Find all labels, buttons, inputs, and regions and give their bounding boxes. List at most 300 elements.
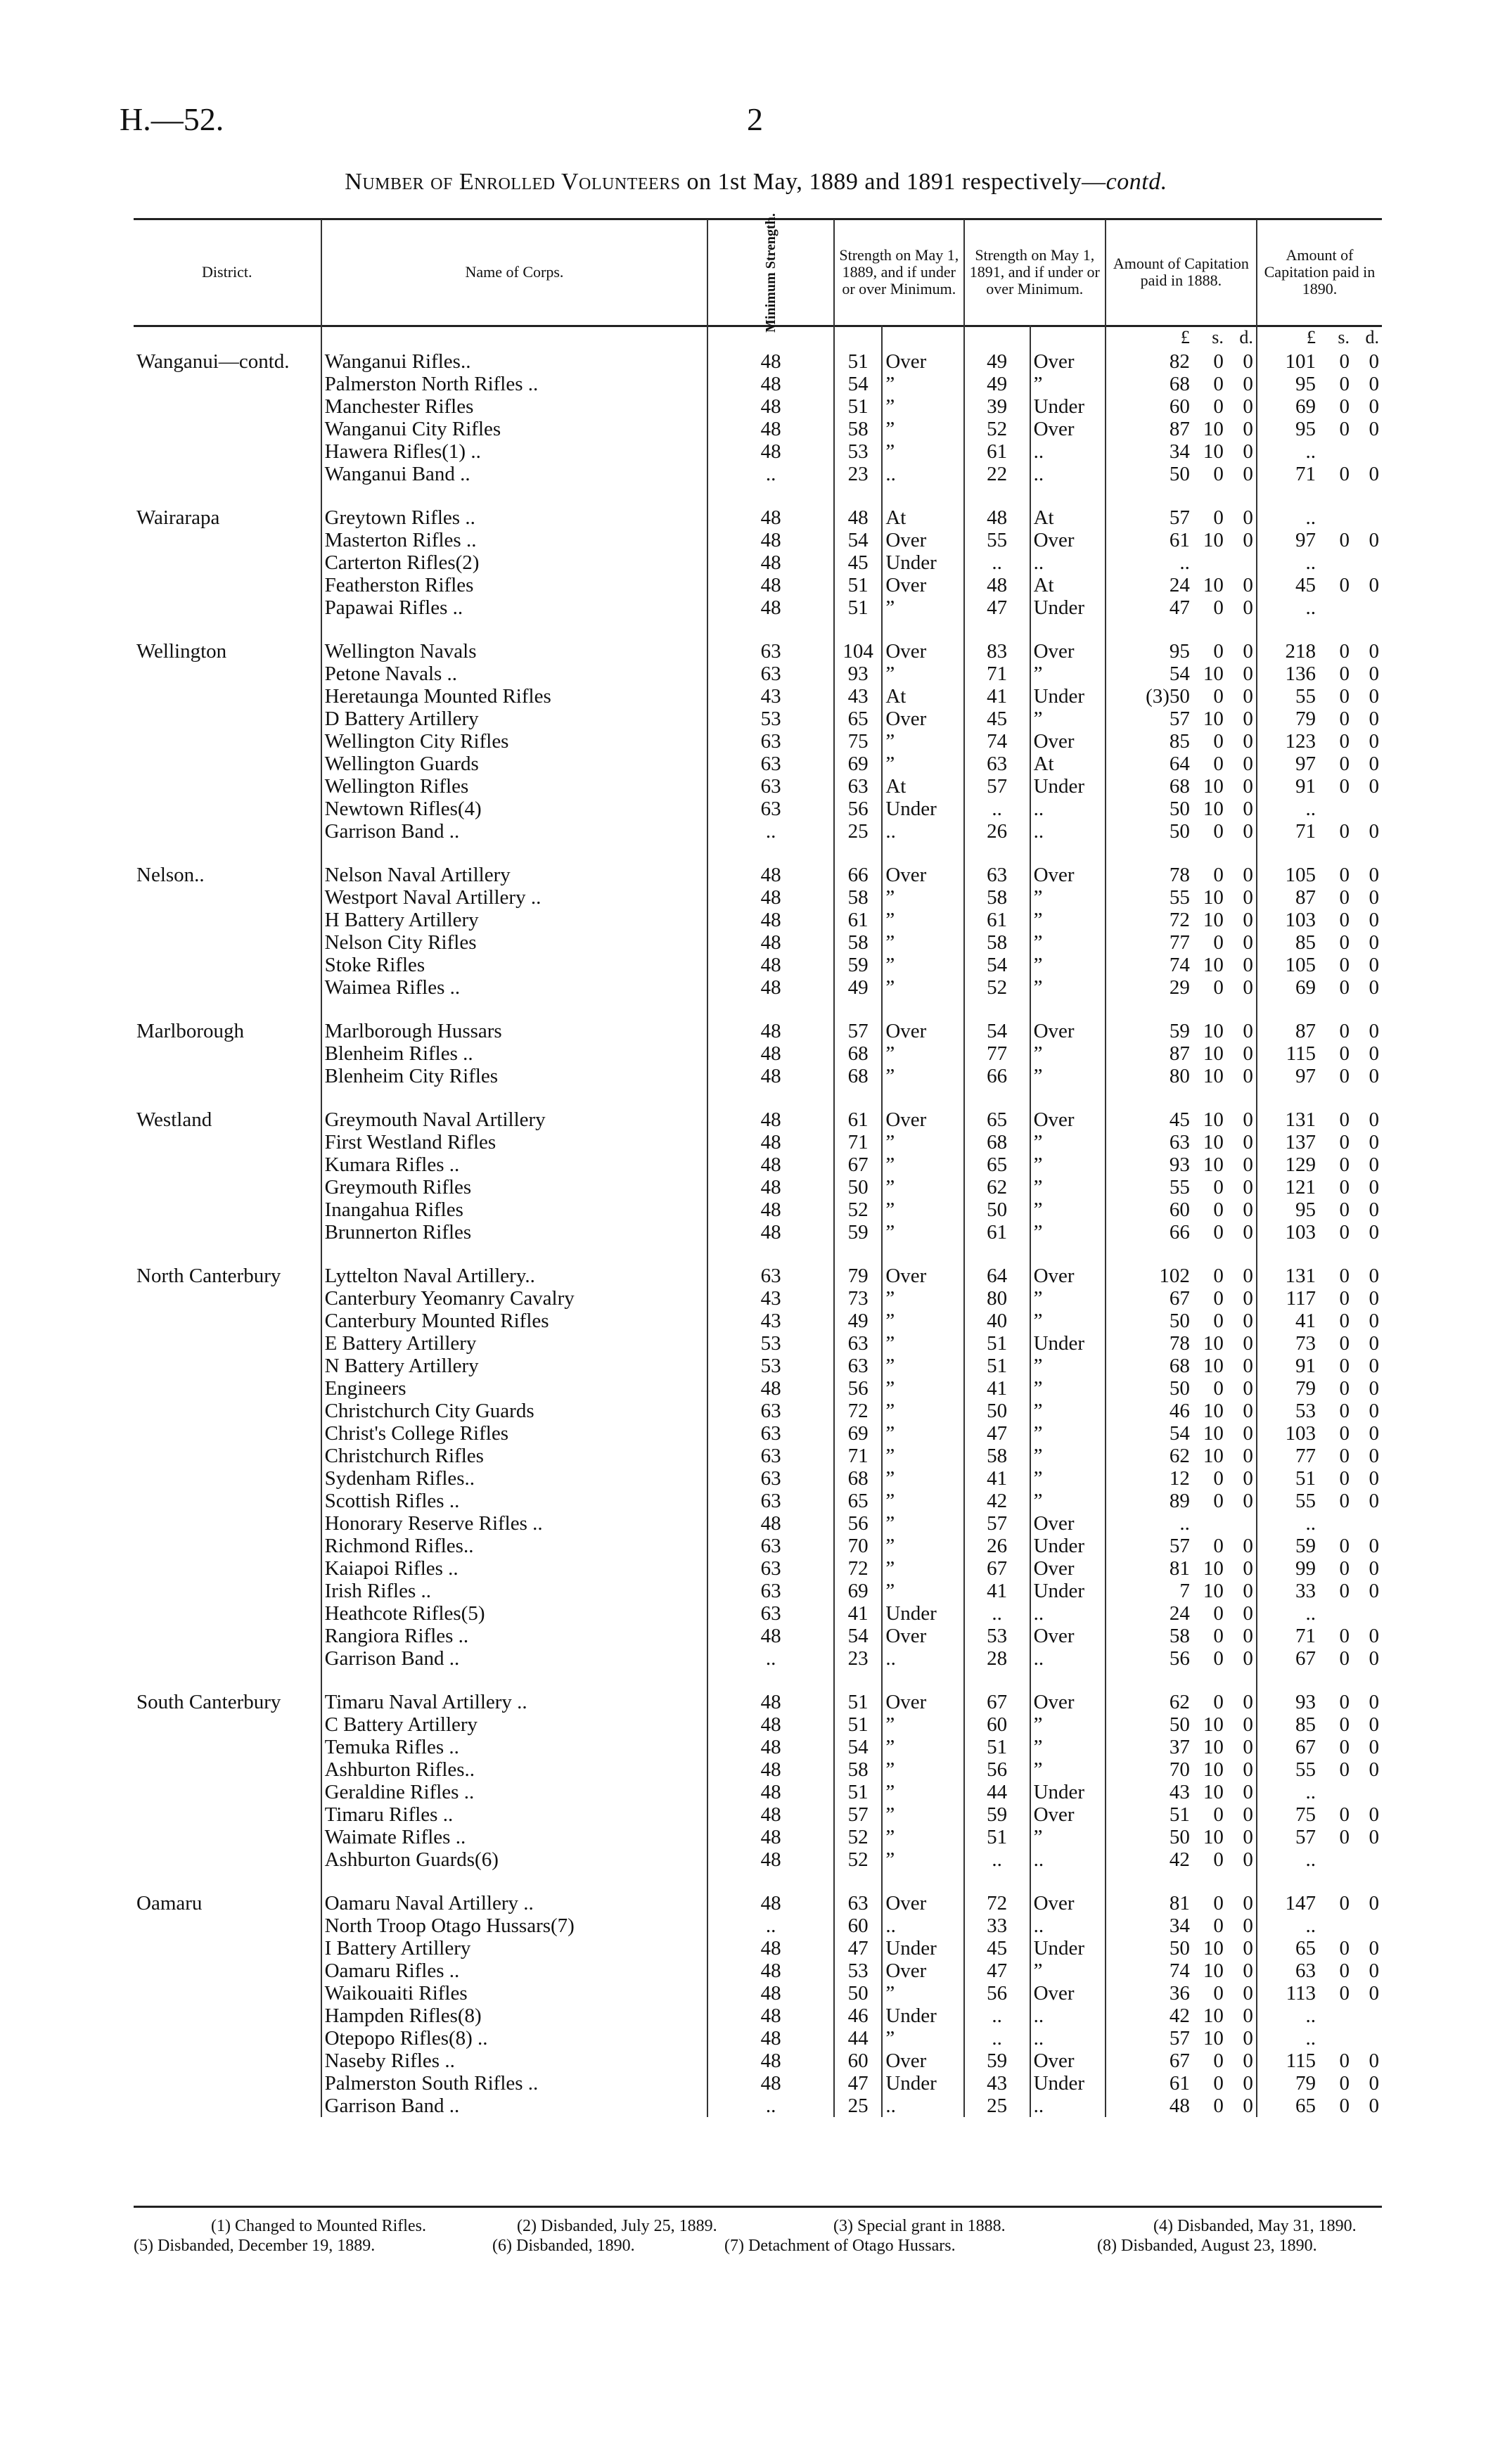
district-name bbox=[134, 931, 321, 954]
district-spacer bbox=[134, 1670, 1382, 1691]
district-name bbox=[134, 1960, 321, 1982]
shillings-value: 0 bbox=[1213, 685, 1224, 708]
pounds-value: 63 bbox=[1295, 1960, 1316, 1982]
pence-value: 0 bbox=[1243, 640, 1253, 663]
minimum-strength: 63 bbox=[707, 1265, 834, 1287]
table-row bbox=[134, 954, 1382, 976]
pence-value: 0 bbox=[1369, 1265, 1379, 1287]
minimum-strength: 48 bbox=[707, 1736, 834, 1758]
strength-1889: 60 bbox=[834, 1914, 882, 1937]
minimum-strength: 48 bbox=[707, 931, 834, 954]
capitation-1888 bbox=[1106, 463, 1257, 485]
table-row bbox=[134, 2050, 1382, 2072]
status-1889: ” bbox=[882, 1467, 963, 1490]
strength-1891: 53 bbox=[964, 1625, 1030, 1647]
strength-1889: 57 bbox=[834, 1803, 882, 1826]
minimum-strength: 63 bbox=[707, 1467, 834, 1490]
corps-name: Marlborough Hussars bbox=[321, 1020, 708, 1042]
pounds-value: 58 bbox=[1169, 1625, 1190, 1647]
corps-name: Hampden Rifles(8) bbox=[321, 2005, 708, 2027]
table-row bbox=[134, 373, 1382, 395]
table-row bbox=[134, 730, 1382, 753]
strength-1889: 68 bbox=[834, 1042, 882, 1065]
strength-1891: 48 bbox=[964, 574, 1030, 596]
pence-value: 0 bbox=[1243, 1892, 1253, 1914]
district-name bbox=[134, 1937, 321, 1960]
minimum-strength: 48 bbox=[707, 2005, 834, 2027]
district-name bbox=[134, 1400, 321, 1422]
shillings-value: 0 bbox=[1213, 1848, 1224, 1871]
table-row bbox=[134, 1020, 1382, 1042]
strength-1891: 59 bbox=[964, 1803, 1030, 1826]
table-row bbox=[134, 864, 1382, 886]
shillings-value: 0 bbox=[1339, 1691, 1350, 1713]
capitation-1890 bbox=[1257, 1467, 1382, 1490]
strength-1889: 53 bbox=[834, 1960, 882, 1982]
pence-value: 0 bbox=[1243, 909, 1253, 931]
pounds-value: .. bbox=[1305, 1781, 1316, 1803]
pounds-value: 68 bbox=[1169, 1355, 1190, 1377]
status-1889: ” bbox=[882, 418, 963, 440]
shillings-value: 0 bbox=[1213, 395, 1224, 418]
shillings-value: 10 bbox=[1203, 1355, 1224, 1377]
shillings-value bbox=[1316, 440, 1350, 463]
shillings-value: 10 bbox=[1203, 1065, 1224, 1087]
shillings-value: 10 bbox=[1203, 909, 1224, 931]
status-1889: Over bbox=[882, 1892, 963, 1914]
table-row bbox=[134, 976, 1382, 999]
pence-value: 0 bbox=[1369, 1467, 1379, 1490]
capitation-1890 bbox=[1257, 2095, 1382, 2117]
pence-value: 0 bbox=[1369, 2072, 1379, 2095]
status-1889: At bbox=[882, 506, 963, 529]
table-row bbox=[134, 1602, 1382, 1625]
pence-value: 0 bbox=[1369, 1020, 1379, 1042]
shillings-value: 0 bbox=[1339, 1467, 1350, 1490]
minimum-strength: 63 bbox=[707, 1557, 834, 1580]
pounds-value: 69 bbox=[1295, 976, 1316, 999]
pounds-value: 43 bbox=[1169, 1781, 1190, 1803]
capitation-1888 bbox=[1106, 1020, 1257, 1042]
district-name bbox=[134, 820, 321, 843]
status-1889: .. bbox=[882, 463, 963, 485]
capitation-1890 bbox=[1257, 463, 1382, 485]
shillings-value: 0 bbox=[1339, 1153, 1350, 1176]
pounds-value: 55 bbox=[1169, 1176, 1190, 1198]
pence-value: 0 bbox=[1369, 820, 1379, 843]
strength-1891: 63 bbox=[964, 864, 1030, 886]
pounds-value: 53 bbox=[1295, 1400, 1316, 1422]
pounds-value: 45 bbox=[1169, 1108, 1190, 1131]
minimum-strength: 48 bbox=[707, 1131, 834, 1153]
pence-value: 0 bbox=[1243, 864, 1253, 886]
capitation-1888 bbox=[1106, 596, 1257, 619]
status-1889: Over bbox=[882, 350, 963, 373]
corps-name: Timaru Rifles .. bbox=[321, 1803, 708, 1826]
status-1891: .. bbox=[1030, 2027, 1106, 2050]
status-1889: Over bbox=[882, 864, 963, 886]
district-name bbox=[134, 730, 321, 753]
strength-1889: 63 bbox=[834, 1355, 882, 1377]
district-name bbox=[134, 574, 321, 596]
table-row bbox=[134, 1198, 1382, 1221]
capitation-1888 bbox=[1106, 1960, 1257, 1982]
shillings-value: 0 bbox=[1339, 1826, 1350, 1848]
strength-1889: 52 bbox=[834, 1826, 882, 1848]
capitation-1890 bbox=[1257, 886, 1382, 909]
corps-name: Nelson City Rifles bbox=[321, 931, 708, 954]
corps-name: Garrison Band .. bbox=[321, 2095, 708, 2117]
pounds-value: 50 bbox=[1169, 1310, 1190, 1332]
capitation-1888 bbox=[1106, 2095, 1257, 2117]
shillings-value: 0 bbox=[1339, 753, 1350, 775]
shillings-value: 0 bbox=[1339, 1803, 1350, 1826]
minimum-strength: 48 bbox=[707, 976, 834, 999]
minimum-strength: 48 bbox=[707, 1512, 834, 1535]
pounds-value: 103 bbox=[1285, 1422, 1316, 1445]
status-1889: ” bbox=[882, 1512, 963, 1535]
minimum-strength: .. bbox=[707, 1914, 834, 1937]
status-1891: ” bbox=[1030, 1042, 1106, 1065]
corps-name: Lyttelton Naval Artillery.. bbox=[321, 1265, 708, 1287]
pounds-value: .. bbox=[1179, 551, 1190, 574]
pounds-value: 41 bbox=[1295, 1310, 1316, 1332]
shillings-value: 0 bbox=[1213, 2050, 1224, 2072]
minimum-strength: 48 bbox=[707, 1892, 834, 1914]
shillings-value: 10 bbox=[1203, 1758, 1224, 1781]
pence-value: 0 bbox=[1369, 1736, 1379, 1758]
pounds-value: 67 bbox=[1169, 1287, 1190, 1310]
pounds-value: 42 bbox=[1169, 1848, 1190, 1871]
pence-value: 0 bbox=[1243, 2005, 1253, 2027]
pence-value: 0 bbox=[1369, 1176, 1379, 1198]
strength-1891: 47 bbox=[964, 1960, 1030, 1982]
corps-name: H Battery Artillery bbox=[321, 909, 708, 931]
pence-value: 0 bbox=[1243, 1758, 1253, 1781]
col-strength-1891: Strength on May 1, 1891, and if under or over Minimum. bbox=[964, 219, 1106, 325]
corps-name: Ashburton Rifles.. bbox=[321, 1758, 708, 1781]
shillings-value: 10 bbox=[1203, 1445, 1224, 1467]
district-spacer bbox=[134, 1871, 1382, 1892]
pounds-value: 46 bbox=[1169, 1400, 1190, 1422]
corps-name: Ashburton Guards(6) bbox=[321, 1848, 708, 1871]
capitation-1890 bbox=[1257, 1400, 1382, 1422]
status-1889: ” bbox=[882, 1355, 963, 1377]
capitation-1888 bbox=[1106, 1131, 1257, 1153]
pounds-value: 50 bbox=[1169, 1937, 1190, 1960]
pounds-value: 65 bbox=[1295, 2095, 1316, 2117]
capitation-1890 bbox=[1257, 1691, 1382, 1713]
capitation-1890 bbox=[1257, 976, 1382, 999]
pence-value bbox=[1350, 1512, 1379, 1535]
pounds-value: 63 bbox=[1169, 1131, 1190, 1153]
capitation-1890 bbox=[1257, 551, 1382, 574]
minimum-strength: 48 bbox=[707, 395, 834, 418]
pounds-value: 67 bbox=[1295, 1647, 1316, 1670]
corps-name: Otepopo Rifles(8) .. bbox=[321, 2027, 708, 2050]
pounds-value: 55 bbox=[1295, 1490, 1316, 1512]
pence-value: 0 bbox=[1243, 506, 1253, 529]
table-row bbox=[134, 1355, 1382, 1377]
table-row bbox=[134, 506, 1382, 529]
pence-value: 0 bbox=[1369, 730, 1379, 753]
capitation-1888 bbox=[1106, 2005, 1257, 2027]
status-1889: ” bbox=[882, 1490, 963, 1512]
pounds-value: 59 bbox=[1295, 1535, 1316, 1557]
district-spacer bbox=[134, 999, 1382, 1020]
corps-name: Christchurch Rifles bbox=[321, 1445, 708, 1467]
capitation-1890 bbox=[1257, 1580, 1382, 1602]
shillings-value: 0 bbox=[1213, 1287, 1224, 1310]
shillings-value: 0 bbox=[1339, 864, 1350, 886]
corps-name: Palmerston North Rifles .. bbox=[321, 373, 708, 395]
pounds-value: 74 bbox=[1169, 954, 1190, 976]
shillings-value bbox=[1316, 2027, 1350, 2050]
status-1889: ” bbox=[882, 1400, 963, 1422]
corps-name: Scottish Rifles .. bbox=[321, 1490, 708, 1512]
shilling-unit: s. bbox=[1212, 327, 1224, 347]
strength-1891: 28 bbox=[964, 1647, 1030, 1670]
district-name bbox=[134, 551, 321, 574]
status-1889: .. bbox=[882, 1914, 963, 1937]
capitation-1888 bbox=[1106, 798, 1257, 820]
pence-value: 0 bbox=[1243, 1065, 1253, 1087]
table-row bbox=[134, 1914, 1382, 1937]
capitation-1888 bbox=[1106, 1176, 1257, 1198]
table-row bbox=[134, 463, 1382, 485]
district-name bbox=[134, 886, 321, 909]
table-row bbox=[134, 1153, 1382, 1176]
strength-1891: 61 bbox=[964, 1221, 1030, 1244]
shillings-value: 10 bbox=[1203, 1557, 1224, 1580]
shillings-value: 0 bbox=[1339, 395, 1350, 418]
pounds-value: 81 bbox=[1169, 1557, 1190, 1580]
strength-1891: 56 bbox=[964, 1982, 1030, 2005]
status-1889: ” bbox=[882, 1310, 963, 1332]
pounds-value: 97 bbox=[1295, 753, 1316, 775]
minimum-strength: 48 bbox=[707, 1982, 834, 2005]
pence-value: 0 bbox=[1243, 350, 1253, 373]
shillings-value: 10 bbox=[1203, 2027, 1224, 2050]
pence-value: 0 bbox=[1369, 463, 1379, 485]
capitation-1888 bbox=[1106, 395, 1257, 418]
footnote-5: (5) Disbanded, December 19, 1889. bbox=[134, 2237, 376, 2255]
shillings-value: 10 bbox=[1203, 1580, 1224, 1602]
district-name bbox=[134, 708, 321, 730]
capitation-1888 bbox=[1106, 1535, 1257, 1557]
shillings-value: 10 bbox=[1203, 1826, 1224, 1848]
corps-name: Christchurch City Guards bbox=[321, 1400, 708, 1422]
pence-value: 0 bbox=[1369, 1982, 1379, 2005]
status-1891: Under bbox=[1030, 1781, 1106, 1803]
pounds-value: 67 bbox=[1169, 2050, 1190, 2072]
shillings-value: 0 bbox=[1213, 1914, 1224, 1937]
shillings-value: 10 bbox=[1203, 1736, 1224, 1758]
strength-1889: 70 bbox=[834, 1535, 882, 1557]
footnote-6: (6) Disbanded, 1890. bbox=[492, 2237, 635, 2255]
strength-1891: 60 bbox=[964, 1713, 1030, 1736]
capitation-1888 bbox=[1106, 640, 1257, 663]
currency-units-row bbox=[134, 325, 1382, 350]
pence-value: 0 bbox=[1243, 663, 1253, 685]
capitation-1890 bbox=[1257, 1781, 1382, 1803]
shillings-value bbox=[1190, 1512, 1224, 1535]
status-1891: ” bbox=[1030, 1065, 1106, 1087]
pence-value: 0 bbox=[1243, 1131, 1253, 1153]
strength-1889: 79 bbox=[834, 1265, 882, 1287]
pence-value: 0 bbox=[1369, 2050, 1379, 2072]
minimum-strength: 48 bbox=[707, 1937, 834, 1960]
district-name: North Canterbury bbox=[136, 1265, 281, 1287]
shillings-value: 0 bbox=[1213, 730, 1224, 753]
pence-value: 0 bbox=[1369, 1557, 1379, 1580]
pence-value: 0 bbox=[1369, 1198, 1379, 1221]
district-name: Marlborough bbox=[136, 1020, 245, 1042]
strength-1889: 58 bbox=[834, 418, 882, 440]
shillings-value: 0 bbox=[1339, 373, 1350, 395]
shillings-value: 10 bbox=[1203, 1153, 1224, 1176]
strength-1889: 54 bbox=[834, 1736, 882, 1758]
shillings-value: 0 bbox=[1339, 954, 1350, 976]
strength-1889: 47 bbox=[834, 2072, 882, 2095]
capitation-1888 bbox=[1106, 1221, 1257, 1244]
pence-value: 0 bbox=[1369, 1937, 1379, 1960]
corps-name: Nelson Naval Artillery bbox=[321, 864, 708, 886]
table-row bbox=[134, 596, 1382, 619]
pounds-value: .. bbox=[1305, 2027, 1316, 2050]
capitation-1890 bbox=[1257, 373, 1382, 395]
pounds-value: 37 bbox=[1169, 1736, 1190, 1758]
shillings-value: 0 bbox=[1339, 1892, 1350, 1914]
status-1891: Under bbox=[1030, 596, 1106, 619]
pence-value: 0 bbox=[1243, 1332, 1253, 1355]
shillings-value: 0 bbox=[1213, 463, 1224, 485]
status-1891: ” bbox=[1030, 1467, 1106, 1490]
capitation-1890 bbox=[1257, 1221, 1382, 1244]
status-1889: ” bbox=[882, 1445, 963, 1467]
corps-name: Blenheim City Rifles bbox=[321, 1065, 708, 1087]
status-1889: ” bbox=[882, 976, 963, 999]
minimum-strength: 48 bbox=[707, 1108, 834, 1131]
status-1891: Over bbox=[1030, 529, 1106, 551]
district-name bbox=[134, 1332, 321, 1355]
shillings-value: 10 bbox=[1203, 708, 1224, 730]
status-1889: ” bbox=[882, 1580, 963, 1602]
status-1889: Under bbox=[882, 1602, 963, 1625]
minimum-strength: .. bbox=[707, 1647, 834, 1670]
pounds-value: 51 bbox=[1169, 1803, 1190, 1826]
table-row bbox=[134, 1625, 1382, 1647]
strength-1889: 59 bbox=[834, 1221, 882, 1244]
strength-1889: 71 bbox=[834, 1445, 882, 1467]
status-1891: At bbox=[1030, 574, 1106, 596]
title-contd: contd. bbox=[1106, 169, 1167, 195]
strength-1889: 46 bbox=[834, 2005, 882, 2027]
corps-name: Oamaru Rifles .. bbox=[321, 1960, 708, 1982]
capitation-1890 bbox=[1257, 708, 1382, 730]
status-1889: ” bbox=[882, 1198, 963, 1221]
table-row bbox=[134, 1691, 1382, 1713]
status-1891: Over bbox=[1030, 1557, 1106, 1580]
district-name bbox=[134, 1176, 321, 1198]
status-1891: Over bbox=[1030, 730, 1106, 753]
table-row bbox=[134, 350, 1382, 373]
col-strength-1889: Strength on May 1, 1889, and if under or over Minimum. bbox=[834, 219, 964, 325]
pence-unit: d. bbox=[1239, 327, 1253, 347]
corps-name: Hawera Rifles(1) .. bbox=[321, 440, 708, 463]
col-capitation-1888: Amount of Capitation paid in 1888. bbox=[1106, 219, 1257, 325]
corps-name: Canterbury Mounted Rifles bbox=[321, 1310, 708, 1332]
shillings-value: 0 bbox=[1213, 1265, 1224, 1287]
shillings-value: 0 bbox=[1339, 1736, 1350, 1758]
pounds-value: 218 bbox=[1285, 640, 1316, 663]
status-1891: Over bbox=[1030, 1108, 1106, 1131]
capitation-1888 bbox=[1106, 1422, 1257, 1445]
minimum-strength: 48 bbox=[707, 1758, 834, 1781]
status-1891: ” bbox=[1030, 1422, 1106, 1445]
status-1889: ” bbox=[882, 1781, 963, 1803]
district-name bbox=[134, 909, 321, 931]
district-name bbox=[134, 1736, 321, 1758]
col-corps: Name of Corps. bbox=[321, 219, 708, 325]
strength-1891: 51 bbox=[964, 1736, 1030, 1758]
status-1891: ” bbox=[1030, 1736, 1106, 1758]
minimum-strength: 48 bbox=[707, 529, 834, 551]
corps-name: Wellington City Rifles bbox=[321, 730, 708, 753]
corps-name: Rangiora Rifles .. bbox=[321, 1625, 708, 1647]
table-row bbox=[134, 2027, 1382, 2050]
capitation-1888 bbox=[1106, 1400, 1257, 1422]
pounds-value: 71 bbox=[1295, 1625, 1316, 1647]
table-row bbox=[134, 1736, 1382, 1758]
capitation-1890 bbox=[1257, 1042, 1382, 1065]
pounds-value: 82 bbox=[1169, 350, 1190, 373]
pence-value: 0 bbox=[1369, 1490, 1379, 1512]
pence-value: 0 bbox=[1369, 1422, 1379, 1445]
pence-value: 0 bbox=[1369, 418, 1379, 440]
pence-value: 0 bbox=[1369, 1221, 1379, 1244]
shillings-value: 0 bbox=[1213, 1176, 1224, 1198]
pounds-value: 77 bbox=[1169, 931, 1190, 954]
pounds-value: 87 bbox=[1169, 418, 1190, 440]
status-1891: ” bbox=[1030, 373, 1106, 395]
pence-value: 0 bbox=[1243, 2095, 1253, 2117]
status-1889: Under bbox=[882, 2072, 963, 2095]
table-row bbox=[134, 2072, 1382, 2095]
shillings-value: 0 bbox=[1339, 1490, 1350, 1512]
pence-value: 0 bbox=[1243, 1490, 1253, 1512]
pence-value: 0 bbox=[1243, 1310, 1253, 1332]
shillings-value: 0 bbox=[1213, 1625, 1224, 1647]
pence-value: 0 bbox=[1369, 976, 1379, 999]
strength-1891: 83 bbox=[964, 640, 1030, 663]
corps-name: Wellington Guards bbox=[321, 753, 708, 775]
status-1889: Over bbox=[882, 640, 963, 663]
strength-1891: 54 bbox=[964, 1020, 1030, 1042]
pounds-value: 61 bbox=[1169, 2072, 1190, 2095]
strength-1889: 52 bbox=[834, 1198, 882, 1221]
strength-1891: 41 bbox=[964, 685, 1030, 708]
strength-1891: 41 bbox=[964, 1580, 1030, 1602]
capitation-1890 bbox=[1257, 395, 1382, 418]
status-1889: Over bbox=[882, 1265, 963, 1287]
strength-1891: 65 bbox=[964, 1108, 1030, 1131]
pence-value: 0 bbox=[1369, 954, 1379, 976]
status-1889: Over bbox=[882, 1691, 963, 1713]
district-name: Wanganui—contd. bbox=[136, 350, 290, 373]
capitation-1888 bbox=[1106, 574, 1257, 596]
district-name: Westland bbox=[136, 1108, 212, 1131]
